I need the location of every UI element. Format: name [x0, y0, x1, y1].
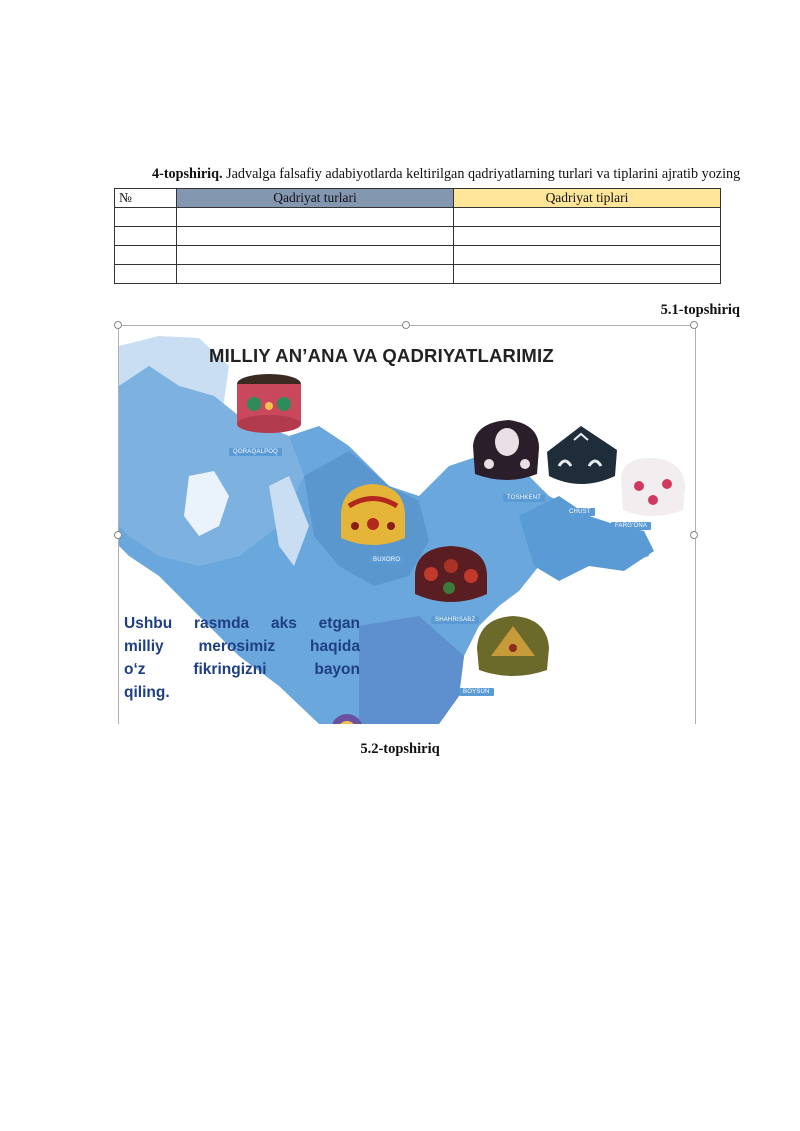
table-cell[interactable]	[115, 227, 177, 246]
resize-handle-top-right[interactable]	[690, 321, 698, 329]
resize-handle-top-left[interactable]	[114, 321, 122, 329]
region-label-toshkent: TOSHKENT	[503, 494, 545, 502]
table-row	[115, 265, 721, 284]
caption-line: o‘z fikringizni bayon	[124, 661, 360, 678]
figure-caption	[124, 612, 360, 704]
task51-heading: 5.1-topshiriq	[660, 302, 740, 318]
heritage-map-figure[interactable]	[118, 325, 696, 724]
region-label-buxoro: BUXORO	[369, 556, 404, 564]
header-value-types: Qadriyat tiplari	[454, 189, 721, 208]
region-label-chust: CHUST	[565, 508, 595, 516]
chust-cap-icon	[547, 426, 617, 484]
boysun-cap-icon	[477, 616, 549, 676]
qoraqalpoq-cap-icon	[237, 374, 301, 433]
fargona-cap-icon	[621, 458, 685, 516]
table-cell[interactable]	[454, 265, 721, 284]
resize-handle-middle-left[interactable]	[114, 531, 122, 539]
region-label-qoraqalpoq: QORAQALPOQ	[229, 448, 282, 456]
table-header-row	[115, 189, 721, 208]
table-cell[interactable]	[177, 246, 454, 265]
table-cell[interactable]	[115, 208, 177, 227]
table-cell[interactable]	[177, 227, 454, 246]
table-cell[interactable]	[177, 208, 454, 227]
table-row	[115, 208, 721, 227]
emblem-icon	[331, 714, 363, 724]
table-cell[interactable]	[115, 265, 177, 284]
table-cell[interactable]	[115, 246, 177, 265]
caption-line: Ushbu rasmda aks etgan	[124, 615, 360, 632]
table-cell[interactable]	[454, 208, 721, 227]
figure-title: MILLIY AN’ANA VA QADRIYATLARIMIZ	[209, 345, 554, 366]
resize-handle-top-center[interactable]	[402, 321, 410, 329]
caption-line: milliy merosimiz haqida	[124, 638, 360, 655]
region-label-boysun: BOYSUN	[459, 688, 494, 696]
buxoro-cap-icon	[341, 484, 405, 545]
toshkent-cap-icon	[473, 420, 539, 480]
task4-text: Jadvalga falsafiy adabiyotlarda keltirilgan qadriyatlarning turlari va tiplarini ajratib yozing	[222, 166, 741, 183]
task52-heading: 5.2-topshiriq	[360, 741, 440, 757]
task4-paragraph	[114, 164, 742, 184]
header-number: №	[115, 189, 177, 208]
table-row	[115, 227, 721, 246]
caption-line: qiling.	[124, 684, 170, 701]
values-table	[114, 188, 721, 284]
table-cell[interactable]	[454, 246, 721, 265]
region-label-shahrisabz: SHAHRISABZ	[431, 616, 479, 624]
table-row	[115, 246, 721, 265]
shahrisabz-cap-icon	[415, 546, 487, 602]
header-value-kinds: Qadriyat turlari	[177, 189, 454, 208]
region-label-fargona: FARG'ONA	[611, 522, 651, 530]
table-cell[interactable]	[454, 227, 721, 246]
resize-handle-middle-right[interactable]	[690, 531, 698, 539]
task4-label: 4-topshiriq.	[152, 166, 223, 183]
table-cell[interactable]	[177, 265, 454, 284]
